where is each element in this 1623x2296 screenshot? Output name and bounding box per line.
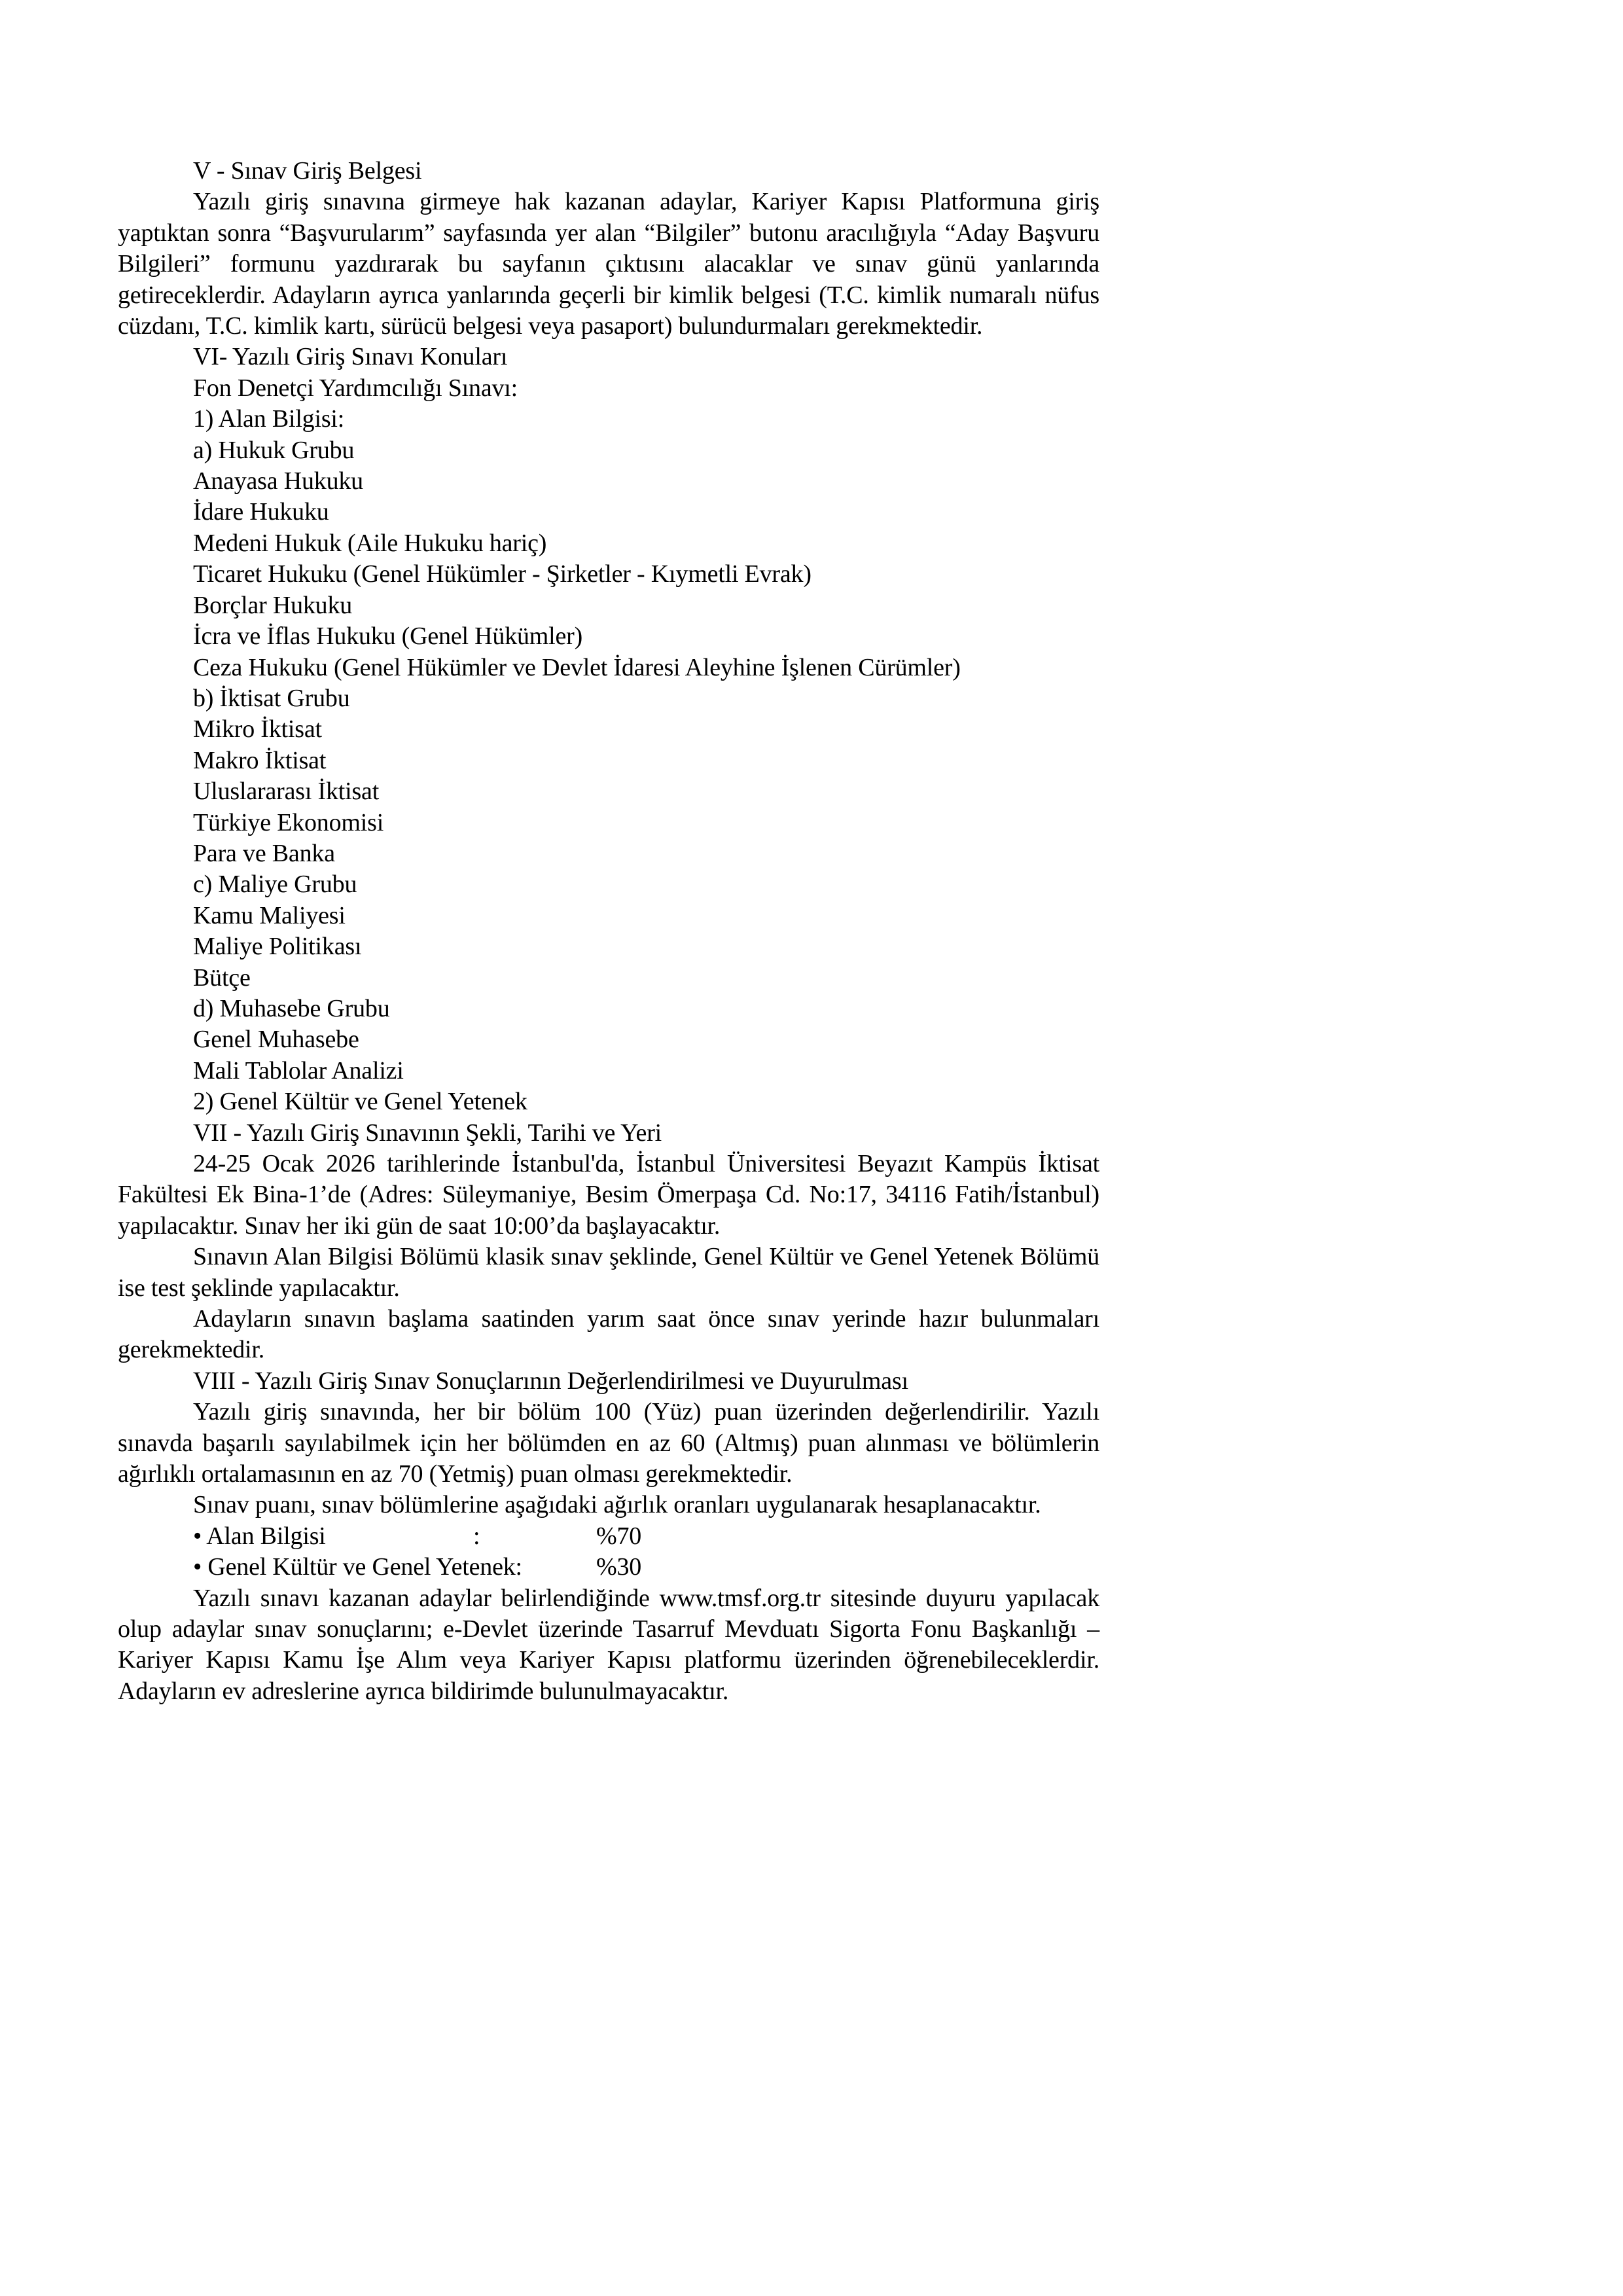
topic-line: Mali Tablolar Analizi xyxy=(193,1056,404,1085)
topic-line: a) Hukuk Grubu xyxy=(193,436,355,464)
section-heading: V - Sınav Giriş Belgesi xyxy=(193,157,422,185)
topic-line: Ceza Hukuku (Genel Hükümler ve Devlet İdaresi Aleyhine İşlenen Cürümler) xyxy=(193,653,961,681)
topic-line: Para ve Banka xyxy=(193,839,335,867)
exam-weight-row xyxy=(118,1521,1099,1552)
topic-line: b) İktisat Grubu xyxy=(193,684,350,712)
topic-line: Bütçe xyxy=(193,963,251,992)
topic-line: 2) Genel Kültür ve Genel Yetenek xyxy=(193,1088,527,1116)
topic-line: Borçlar Hukuku xyxy=(193,591,353,619)
body-paragraph: Yazılı sınavı kazanan adaylar belirlendiğinde www.tmsf.org.tr sitesinde duyuru yapılacak olup adaylar sınav sonuçlarını; e-Devlet üzerinde Tasarruf Mevduatı Sigorta Fonu Başkanlığı – Kariyer Kapısı Kamu İşe Alım veya Kariyer Kapısı platformu üzerinden öğrenebileceklerdir. Adayların ev adreslerine ayrıca bildirimde bulunulmayacaktır. xyxy=(118,1584,1099,1705)
topic-line: Genel Muhasebe xyxy=(193,1026,359,1054)
section-heading: VI- Yazılı Giriş Sınavı Konuları xyxy=(193,343,508,371)
exam-weight-label: • Alan Bilgisi xyxy=(193,1522,326,1550)
exam-weight-value: %30 xyxy=(596,1553,642,1581)
body-paragraph: Adayların sınavın başlama saatinden yarım saat önce sınav yerinde hazır bulunmaları gerekmektedir. xyxy=(118,1305,1099,1364)
topic-line: Mikro İktisat xyxy=(193,715,322,744)
exam-weight-colon: : xyxy=(473,1522,480,1550)
topic-line: Uluslararası İktisat xyxy=(193,778,380,806)
exam-weight-label: • Genel Kültür ve Genel Yetenek: xyxy=(193,1553,522,1581)
body-paragraph: Yazılı giriş sınavına girmeye hak kazanan adaylar, Kariyer Kapısı Platformuna giriş yaptıktan sonra “Başvurularım” sayfasında yer alan “Bilgiler” butonu aracılığıyla “Aday Başvuru Bilgileri” formunu yazdırarak bu sayfanın çıktısını alacaklar ve sınav günü yanlarında getireceklerdir. Adayların ayrıca yanlarında geçerli bir kimlik belgesi (T.C. kimlik numaralı nüfus cüzdanı, T.C. kimlik kartı, sürücü belgesi veya pasaport) bulundurmaları gerekmektedir. xyxy=(118,188,1099,340)
exam-weight-row xyxy=(118,1552,1099,1583)
topic-line: d) Muhasebe Grubu xyxy=(193,994,390,1022)
body-paragraph: Sınav puanı, sınav bölümlerine aşağıdaki ağırlık oranları uygulanarak hesaplanacaktır. xyxy=(193,1491,1041,1519)
document-content xyxy=(118,156,1099,1707)
topic-line: Ticaret Hukuku (Genel Hükümler - Şirketler - Kıymetli Evrak) xyxy=(193,560,812,588)
topic-line: Kamu Maliyesi xyxy=(193,901,346,929)
topic-line: Fon Denetçi Yardımcılığı Sınavı: xyxy=(193,374,518,402)
body-paragraph: 24-25 Ocak 2026 tarihlerinde İstanbul'da, İstanbul Üniversitesi Beyazıt Kampüs İktisat Fakültesi Ek Bina-1’de (Adres: Süleymaniye, Besim Ömerpaşa Cd. No:17, 34116 Fatih/İstanbul) yapılacaktır. Sınav her iki gün de saat 10:00’da başlayacaktır. xyxy=(118,1150,1099,1240)
body-paragraph: Sınavın Alan Bilgisi Bölümü klasik sınav şeklinde, Genel Kültür ve Genel Yetenek Bölümü ise test şeklinde yapılacaktır. xyxy=(118,1243,1099,1302)
body-paragraph: Yazılı giriş sınavında, her bir bölüm 100 (Yüz) puan üzerinden değerlendirilir. Yazılı sınavda başarılı sayılabilmek için her bölümden en az 60 (Altmış) puan alınması ve bölümlerin ağırlıklı ortalamasının en az 70 (Yetmiş) puan olması gerekmektedir. xyxy=(118,1398,1099,1488)
topic-line: İcra ve İflas Hukuku (Genel Hükümler) xyxy=(193,622,583,651)
topic-line: Medeni Hukuk (Aile Hukuku hariç) xyxy=(193,529,547,557)
topic-line: İdare Hukuku xyxy=(193,498,329,526)
section-heading: VIII - Yazılı Giriş Sınav Sonuçlarının Değerlendirilmesi ve Duyurulması xyxy=(193,1367,908,1395)
section-heading: VII - Yazılı Giriş Sınavının Şekli, Tarihi ve Yeri xyxy=(193,1119,662,1147)
exam-weight-value: %70 xyxy=(596,1522,642,1550)
topic-line: Maliye Politikası xyxy=(193,933,362,961)
topic-line: c) Maliye Grubu xyxy=(193,870,357,899)
topic-line: Anayasa Hukuku xyxy=(193,467,363,495)
topic-line: 1) Alan Bilgisi: xyxy=(193,405,345,433)
topic-line: Türkiye Ekonomisi xyxy=(193,808,384,836)
topic-line: Makro İktisat xyxy=(193,746,327,774)
